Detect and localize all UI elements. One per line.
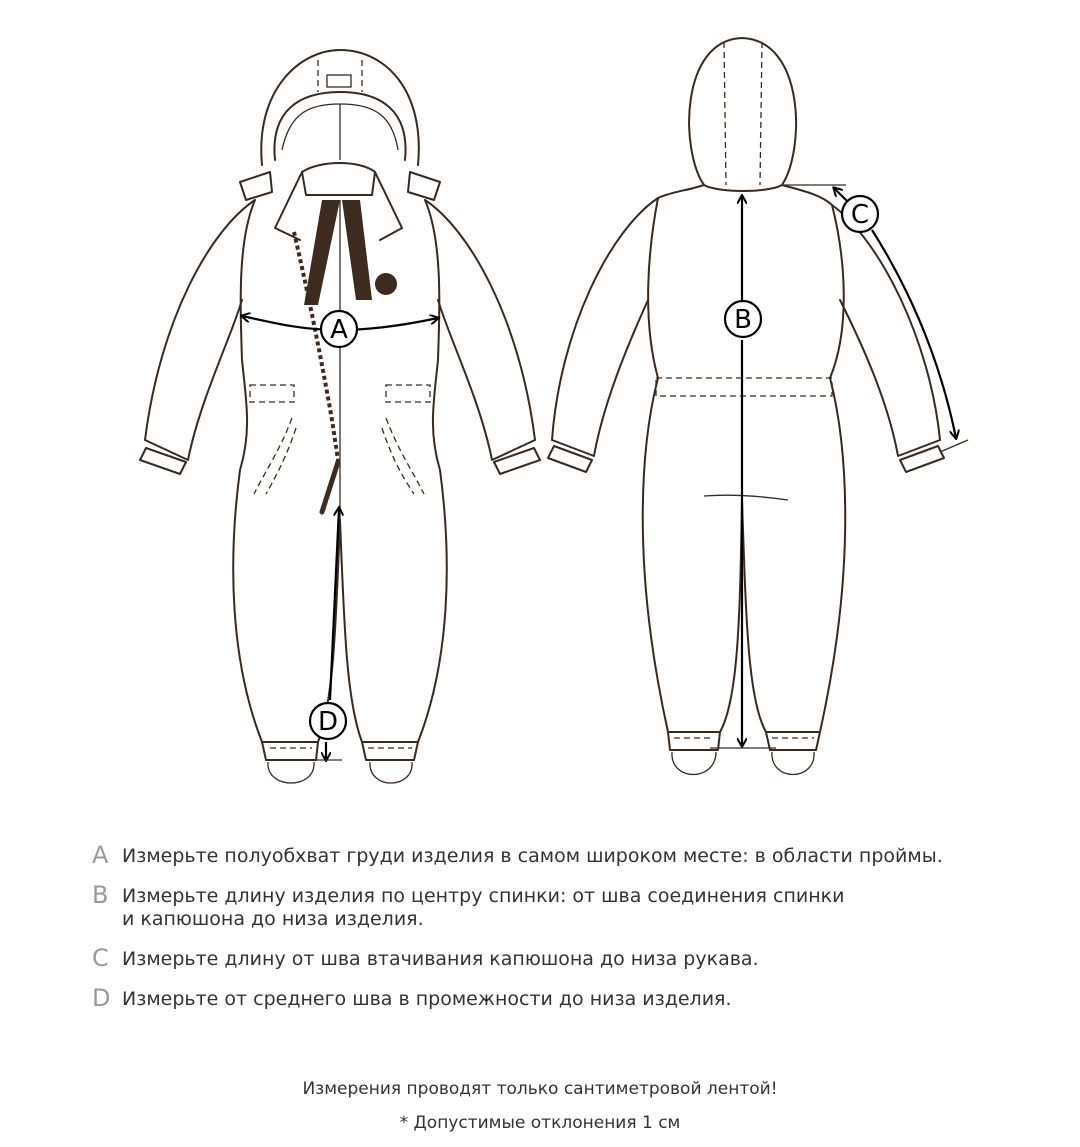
badge-b-label: B (734, 305, 752, 335)
instruction-letter: D (92, 984, 111, 1012)
instruction-line: Измерьте длину от шва втачивания капюшона до низа рукава. (122, 948, 759, 970)
badge-c (842, 196, 878, 232)
instruction-line: Измерьте от среднего шва в промежности до низа изделия. (122, 988, 732, 1010)
footer-notes (0, 1078, 1080, 1146)
instruction-text (122, 842, 943, 868)
badge-c-label: C (850, 200, 870, 230)
instruction-b (92, 882, 1052, 931)
instruction-list (92, 842, 1052, 1025)
front-view (140, 50, 540, 783)
badge-b (725, 301, 761, 337)
measure-b (710, 196, 776, 748)
instruction-line: Измерьте полуобхват груди изделия в самом широком месте: в области проймы. (122, 845, 943, 867)
back-view (548, 38, 944, 775)
instruction-c (92, 945, 1052, 971)
instruction-letter: B (92, 881, 109, 909)
instruction-text (122, 985, 732, 1011)
instruction-line: Измерьте длину изделия по центру спинки: от шва соединения спинки (122, 885, 845, 907)
instruction-letter: A (92, 841, 109, 869)
instruction-text (122, 882, 844, 931)
instruction-d (92, 985, 1052, 1011)
badge-d (310, 703, 346, 739)
instruction-line: и капюшона до низа изделия. (122, 908, 424, 930)
badge-a (321, 311, 357, 347)
badge-a-label: A (330, 315, 348, 345)
instruction-text (122, 945, 759, 971)
tape-note: Измерения проводят только сантиметровой лентой! (302, 1079, 778, 1099)
instruction-letter: C (92, 944, 109, 972)
instruction-a (92, 842, 1052, 868)
badge-d-label: D (317, 707, 339, 737)
tolerance-note: * Допустимые отклонения 1 см (399, 1113, 681, 1133)
